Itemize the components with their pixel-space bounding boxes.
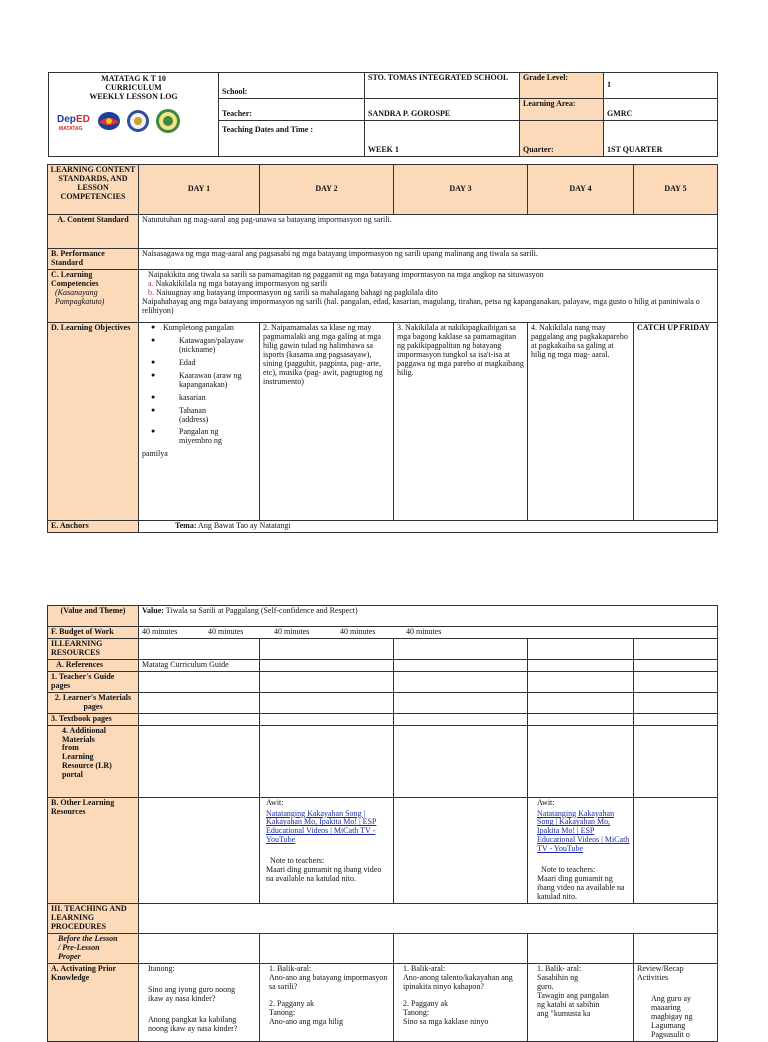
note-label: Note to teachers: xyxy=(541,865,596,875)
quarter-value: 1ST QUARTER xyxy=(604,121,718,157)
dates-value: WEEK 1 xyxy=(365,121,520,157)
budget-value: 40 minutes xyxy=(142,627,178,636)
act-line: Review/Recap Activities xyxy=(637,963,684,982)
competency-mark: a. xyxy=(148,278,154,288)
cell xyxy=(528,638,634,659)
day-header: DAY 4 xyxy=(528,165,634,215)
anchors-text: Ang Bawat Tao ay Natatangi xyxy=(198,520,291,530)
cell xyxy=(528,725,634,797)
cell xyxy=(139,904,718,934)
other-resources-day4 xyxy=(528,797,634,904)
grade-value: 1 xyxy=(604,73,718,99)
note-text: Maari ding gumamit ng ibang video na available na katulad nito. xyxy=(266,865,382,884)
other-resources-label: B. Other Learning Resources xyxy=(48,797,139,904)
note-label: Note to teachers: xyxy=(270,856,325,866)
budget-value: 40 minutes xyxy=(340,627,376,636)
other-resources-day2 xyxy=(260,797,394,904)
objectives-label: D. Learning Objectives xyxy=(48,322,139,520)
anchors-label: E. Anchors xyxy=(48,520,139,532)
cell xyxy=(634,638,718,659)
activating-label: A. Activating Prior Knowledge xyxy=(48,963,139,1041)
cell xyxy=(260,638,394,659)
cell xyxy=(394,638,528,659)
header-logos xyxy=(52,108,215,134)
list-item: ● Katawagan/palayaw (nickname) xyxy=(139,337,256,355)
competency-mark: b. xyxy=(148,287,154,297)
competencies-label-cell xyxy=(48,269,139,322)
cell xyxy=(260,659,394,671)
objectives-day1-tail: pamilya xyxy=(142,449,168,459)
act-line: Itanong: xyxy=(148,963,175,973)
header-table xyxy=(48,72,718,157)
activating-day1 xyxy=(139,963,260,1041)
act-line: Ang guro ay maaaring magbigay ng Lagumang Pagsusulit o xyxy=(651,993,693,1039)
grade-label: Grade Level: xyxy=(520,73,604,99)
list-item: ● Tahanan (address) xyxy=(139,407,256,425)
anchors-cell xyxy=(139,520,718,532)
cell xyxy=(139,725,260,797)
value-text: Tiwala sa Sarili at Paggalang (Self-confidence and Respect) xyxy=(165,606,358,615)
bagong-pilipinas-logo-icon xyxy=(97,110,121,132)
cell xyxy=(528,692,634,713)
awit-link[interactable]: Natatanging Kakayahan Song | Kakayahan Mo, Ipakita Mo! | ESP Educational Videos | MiCath TV - YouTube xyxy=(537,808,630,854)
competencies-head-label: LEARNING CONTENT STANDARDS, AND LESSON COMPETENCIES xyxy=(48,165,139,215)
header-title-line: CURRICULUM xyxy=(105,82,162,92)
awit-label: Awit: xyxy=(537,797,555,807)
objectives-day1 xyxy=(139,322,260,520)
cell xyxy=(634,725,718,797)
activating-day4 xyxy=(528,963,634,1041)
objectives-day1-list xyxy=(139,324,256,446)
references-label: A. References xyxy=(48,659,139,671)
value-bold: Value: xyxy=(142,606,164,615)
procedures-label: III. TEACHING AND LEARNING PROCEDURES xyxy=(48,904,139,934)
day-header: DAY 3 xyxy=(394,165,528,215)
cell xyxy=(260,692,394,713)
school-label: School: xyxy=(219,73,365,99)
act-line: 1. Balik- aral: xyxy=(537,963,582,973)
cell xyxy=(260,933,394,963)
dates-label: Teaching Dates and Time : xyxy=(219,121,365,157)
cell xyxy=(394,797,528,904)
competencies-text-cell xyxy=(139,269,718,322)
teachers-guide-label: 1. Teacher's Guide pages xyxy=(48,671,139,692)
day-header: DAY 1 xyxy=(139,165,260,215)
value-theme-cell xyxy=(139,606,718,627)
textbook-label: 3. Textbook pages xyxy=(48,713,139,725)
act-line: Ano-ano ang batayang impormasyon sa sarili? xyxy=(269,972,388,991)
competency-line: Naipakikita ang tiwala sa sarili sa pamamagitan ng paggamit ng mga batayang impormasyon na mga angkop na situwasyon xyxy=(148,269,544,279)
day-header: DAY 5 xyxy=(634,165,718,215)
activating-day3 xyxy=(394,963,528,1041)
cell xyxy=(260,713,394,725)
competency-b: Naiuugnay ang batayang impormasyon ng sarili sa mahalagang bahagi ng pagkilala dito xyxy=(156,287,438,297)
content-standard-text: Natututuhan ng mag-aaral ang pag-unawa sa batayang impormasyon ng sarili. xyxy=(139,215,718,249)
learners-materials-label: 2. Learner's Materials pages xyxy=(48,692,139,713)
cell xyxy=(528,671,634,692)
objectives-day4: 4. Nakikilala nang may paggalang ang pagkakapareho at pagkakaiba sa galing at hilig ng mga mag- aaral. xyxy=(528,322,634,520)
svg-text:MATATAG: MATATAG xyxy=(59,125,83,132)
cell xyxy=(634,692,718,713)
activating-day5 xyxy=(634,963,718,1041)
area-value: GMRC xyxy=(604,99,718,121)
content-standard-label: A. Content Standard xyxy=(48,215,139,249)
cell xyxy=(634,713,718,725)
objectives-day2: 2. Naipamamalas sa klase ng may pagmamalaki ang mga galing at mga hilig gawin tulad ng halimbawa sa isports (kasama ang pagsasayaw), sining (pagguhit, pagpinta, pag- arte, etc), musika (pag- awit, pagtugtog ng instrumento) xyxy=(260,322,394,520)
awit-link[interactable]: Natatanging Kakayahan Song | Kakayahan Mo, Ipakita Mo! | ESP Educational Videos | MiCath TV - YouTube xyxy=(266,808,377,845)
cell xyxy=(394,659,528,671)
budget-value: 40 minutes xyxy=(274,627,310,636)
objectives-day3: 3. Nakikilala at nakikipagkaibigan sa mga bagong kaklase sa pamamagitan ng pakikipagpalitan ng batayang impormasyon tungkol sa isa't-isa at paggawa ng mga pareho at magkaibang hilig. xyxy=(394,322,528,520)
list-item: ● Pangalan ng miyembro ng xyxy=(139,428,256,446)
activating-day2 xyxy=(260,963,394,1041)
day-header: DAY 2 xyxy=(260,165,394,215)
cell xyxy=(528,659,634,671)
resources-label: II.LEARNING RESOURCES xyxy=(48,638,139,659)
deped-logo-icon xyxy=(56,110,92,132)
resources-table xyxy=(47,605,718,1042)
list-item: ● Kaarawan (araw ng kapanganakan) xyxy=(139,372,256,390)
competency-line: Naipahahayag ang mga batayang impormasyon ng sarili (hal. pangalan, edad, kasarian, magulang, tirahan, petsa ng kapanganakan, palayaw, mga gusto o hilig at paniniwala o relihiyon) xyxy=(142,296,700,315)
teacher-label: Teacher: xyxy=(219,99,365,121)
act-line: 1. Balik-aral: xyxy=(269,963,312,973)
cell xyxy=(139,797,260,904)
cell xyxy=(139,671,260,692)
act-line: Sino ang iyong guro noong ikaw ay nasa kinder? xyxy=(148,984,236,1003)
budget-value: 40 minutes xyxy=(208,627,244,636)
cell xyxy=(260,725,394,797)
budget-label: F. Budget of Work xyxy=(48,627,139,639)
cell xyxy=(139,933,260,963)
cell xyxy=(394,725,528,797)
before-lesson-label: Before the Lesson / Pre-Lesson Proper xyxy=(48,933,139,963)
act-line: Ano-anong talento/kakayahan ang ipinakita ninyo kahapon? xyxy=(403,972,513,991)
list-item: ● Edad xyxy=(139,359,256,368)
awit-label: Awit: xyxy=(266,797,284,807)
svg-text:Dep: Dep xyxy=(57,113,76,125)
cell xyxy=(139,713,260,725)
competencies-table xyxy=(47,164,718,533)
header-title-line: WEEKLY LESSON LOG xyxy=(89,91,178,101)
act-line: Anong pangkat ka kabilang noong ikaw ay nasa kinder? xyxy=(148,1014,238,1033)
cell xyxy=(634,933,718,963)
performance-standard-label: B. Performance Standard xyxy=(48,249,139,270)
act-line: 2. Paggany ak Tanong: xyxy=(403,998,449,1017)
competencies-label: C. Learning Competencies xyxy=(51,269,99,288)
teacher-value: SANDRA P. GOROSPE xyxy=(365,99,520,121)
references-text: Matatag Curriculum Guide xyxy=(139,659,260,671)
cell xyxy=(634,797,718,904)
value-theme-label: (Value and Theme) xyxy=(48,606,139,627)
note-text: Maari ding gumamit ng ibang video na available na katulad nito. xyxy=(537,874,625,902)
lr-portal-label: 4. Additional Materials from Learning Resource (LR) portal xyxy=(48,725,139,797)
act-line: Sino sa mga kaklase ninyo xyxy=(403,1016,489,1026)
anchors-tema: Tema: xyxy=(175,520,197,530)
school-seal-icon xyxy=(155,108,181,134)
competency-a: Nakakikilala ng mga batayang impormasyon ng sarili xyxy=(155,278,328,288)
cell xyxy=(394,713,528,725)
cell xyxy=(394,933,528,963)
cell xyxy=(394,671,528,692)
act-line: Ano-ano ang mga hilig xyxy=(269,1016,343,1026)
list-item: ● kasarian xyxy=(139,394,256,403)
list-item: ● Kumpletong pangalan xyxy=(139,324,256,333)
cell xyxy=(139,638,260,659)
competencies-sublabel: (Kasanayang Pampagkatuto) xyxy=(55,287,105,306)
svg-text:ED: ED xyxy=(76,113,90,125)
cell xyxy=(634,671,718,692)
budget-value: 40 minutes xyxy=(406,627,442,636)
school-value: STO. TOMAS INTEGRATED SCHOOL xyxy=(365,73,520,99)
deped-seal-icon xyxy=(126,109,150,133)
area-label: Learning Area: xyxy=(520,99,604,121)
cell xyxy=(528,713,634,725)
cell xyxy=(260,671,394,692)
act-line: 2. Paggany ak Tanong: xyxy=(269,998,315,1017)
cell xyxy=(528,933,634,963)
cell xyxy=(634,659,718,671)
objectives-day5: CATCH UP FRIDAY xyxy=(634,322,718,520)
quarter-label: Quarter: xyxy=(520,121,604,157)
performance-standard-text: Naisasagawa ng mga mag-aaral ang pagsasabi ng mga batayang impormasyon ng sarili upang malinang ang tiwala sa sarili. xyxy=(139,249,718,270)
act-line: Sasabihin ng guro. xyxy=(537,972,579,991)
header-title-cell xyxy=(49,73,219,157)
header-title-line: MATATAG K T 10 xyxy=(101,74,166,83)
budget-cell xyxy=(139,627,718,639)
act-line: 1. Balik-aral: xyxy=(403,963,446,973)
cell xyxy=(394,692,528,713)
cell xyxy=(139,692,260,713)
act-line: Tawagin ang pangalan ng katabi at sabihin ang "kumusta ka xyxy=(537,990,609,1018)
